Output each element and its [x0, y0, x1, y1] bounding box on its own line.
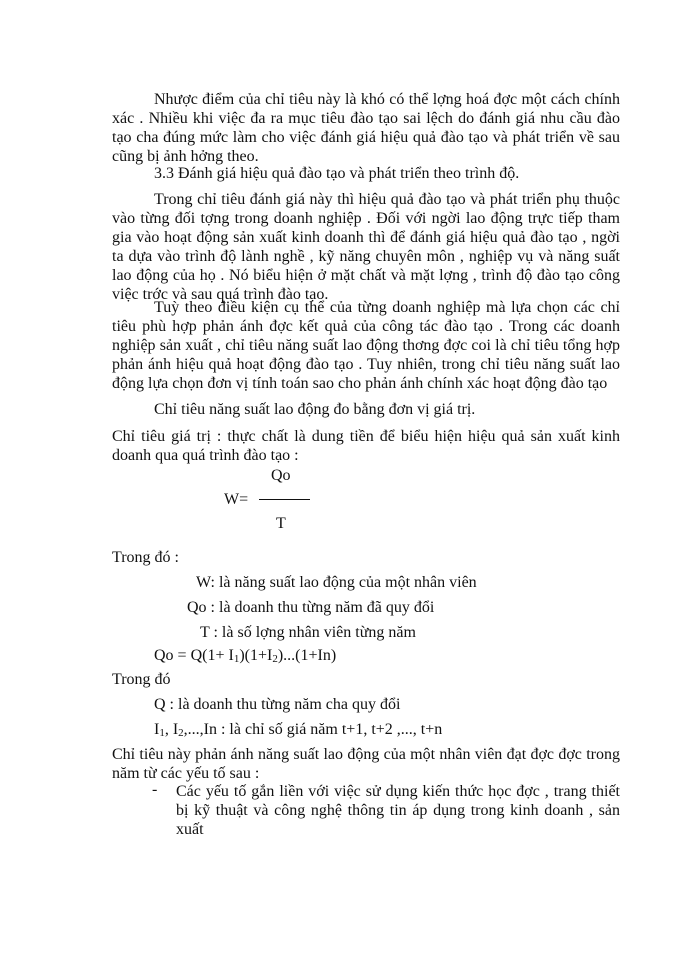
definition-q: Q : là doanh thu từng năm cha quy đổi — [154, 696, 401, 713]
paragraph-trinh-do: Trong chỉ tiêu đánh giá này thì hiệu quả đào tạo và phát triển phụ thuộc vào từng đối tợng trong doanh nghiệp . Đối với ngời lao động trực tiếp tham gia vào hoạt động sản xuất kinh doanh thì để đánh giá hiệu quả đào tạo , ngời ta dựa vào trình độ lành nghề , kỹ năng chuyên môn , nghiệp vụ và năng suất lao động của họ . Nó biểu hiện ở mặt chất và mặt lợng , trình độ đào tạo công việc trớc và sau quá trình đào tạo. — [112, 191, 620, 303]
definition-t: T : là số lợng nhân viên từng năm — [200, 624, 416, 641]
symbol-comma: , — [164, 721, 173, 738]
label-trong-do-2: Trong đó — [112, 671, 171, 688]
formula-qo — [154, 646, 336, 665]
definition-w: W: là năng suất lao động của một nhân viên — [196, 574, 477, 591]
bullet-item-1: Các yếu tố gắn liền với việc sử dụng kiến thức học đợc , trang thiết bị kỹ thuật và công nghệ thông tin áp dụng trong kinh doanh , sản xuất — [176, 783, 620, 838]
paragraph-chi-tieu-gia-tri: Chỉ tiêu giá trị : thực chất là dung tiền để biểu hiện hiệu quả sản xuất kinh doanh qua quá trình đào tạo : — [112, 428, 620, 464]
formula-qo-part3: )...(1+In) — [277, 647, 337, 664]
formula-w-denominator: T — [276, 515, 286, 532]
formula-qo-sub1: 1 — [233, 653, 240, 665]
symbol-i1: I — [154, 721, 160, 738]
paragraph-nhuoc-diem: Nhược điểm của chỉ tiêu này là khó có thể lợng hoá đợc một cách chính xác . Nhiều khi việc đa ra mục tiêu đào tạo sai lệch do đánh giá nhu cầu đào tạo cha đúng mức làm cho việc đánh giá hiệu quả đào tạo và phát triển về sau cũng bị ảnh hởng theo. — [112, 91, 620, 165]
definition-qo: Qo : là doanh thu từng năm đã quy đổi — [187, 599, 435, 616]
paragraph-chi-tieu-nang-suat: Chỉ tiêu năng suất lao động đo bằng đơn vị giá trị. — [154, 401, 476, 418]
section-heading-3-3: 3.3 Đánh giá hiệu quả đào tạo và phát triển theo trình độ. — [154, 165, 520, 182]
formula-qo-part2: )(1+I — [239, 647, 273, 664]
bullet-dash: - — [152, 781, 158, 798]
formula-qo-sub2: 2 — [272, 653, 278, 665]
formula-qo-part1: Qo = Q(1+ I — [154, 647, 234, 664]
definition-i-text: ,...,In : là chỉ số giá năm t+1, t+2 ,..., t+n — [183, 721, 443, 738]
symbol-i1-sub: 1 — [159, 727, 165, 739]
formula-w-lhs: W= — [224, 491, 249, 508]
formula-w-numerator: Qo — [271, 467, 291, 484]
symbol-i2-sub: 2 — [178, 727, 184, 739]
symbol-i2: I — [172, 721, 179, 738]
definition-i — [154, 720, 442, 739]
label-trong-do-1: Trong đó : — [112, 549, 179, 566]
paragraph-tuy-theo: Tuỳ theo điều kiện cụ thể của từng doanh nghiệp mà lựa chọn các chỉ tiêu phù hợp phản ánh đợc kết quả của công tác đào tạo . Trong các doanh nghiệp sản xuất , chỉ tiêu năng suất lao động thơng đợc coi là chỉ tiêu tổng hợp phản ánh hiệu quả hoạt động đào tạo . Tuy nhiên, trong chỉ tiêu năng suất lao động lựa chọn đơn vị tính toán sao cho phản ánh chính xác hoạt động đào tạo — [112, 299, 620, 392]
paragraph-chi-tieu-phan-anh: Chỉ tiêu này phản ánh năng suất lao động của một nhân viên đạt đợc đợc trong năm từ các yếu tố sau : — [112, 746, 620, 782]
formula-w — [224, 466, 324, 536]
fraction-bar — [259, 499, 310, 500]
